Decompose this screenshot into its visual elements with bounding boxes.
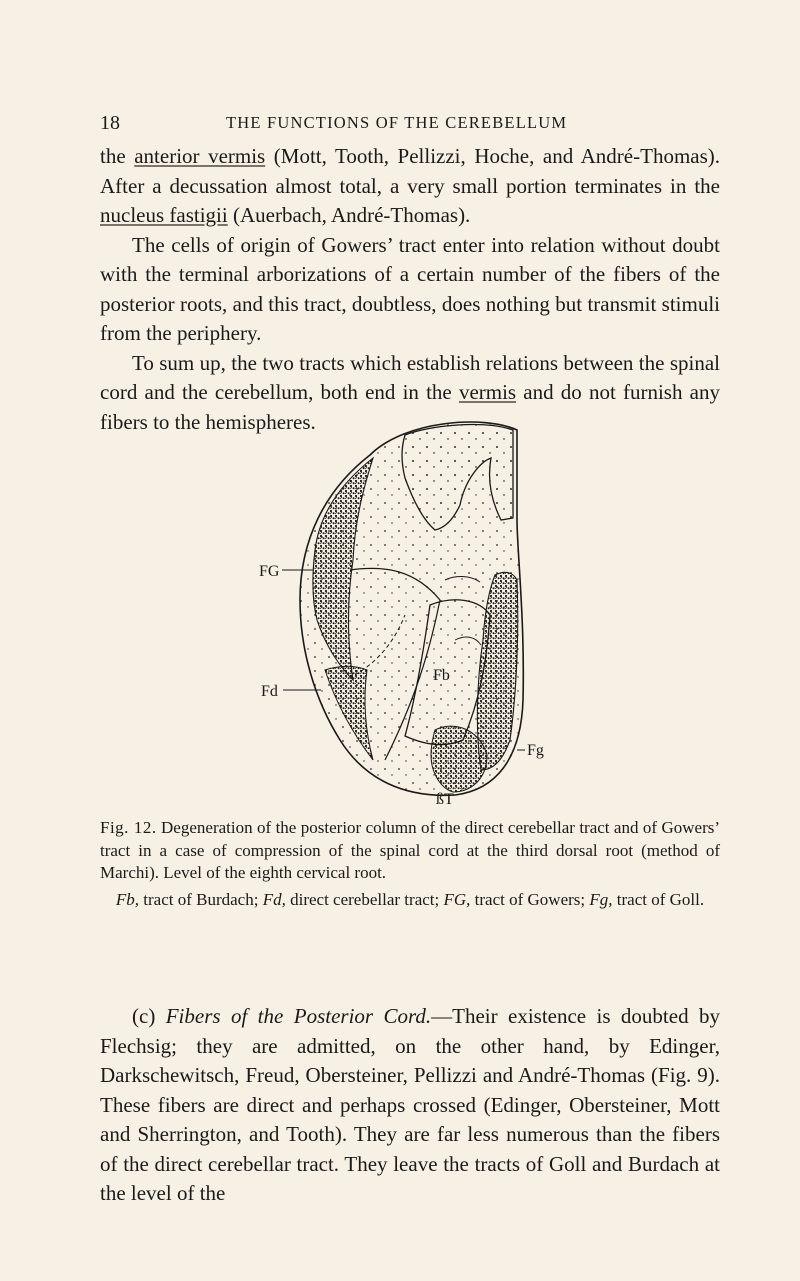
bottom-text-block xyxy=(100,1002,720,1209)
label-fg-left: FG xyxy=(259,563,280,580)
paragraph-1: the anterior vermis (Mott, Tooth, Pellizzi, Hoche, and André-Thomas). After a decussation almost total, a very small portion terminates in the nucleus fastigii (Auerbach, André-Thomas). xyxy=(100,144,721,227)
caption-main: Fig. 12. Degeneration of the posterior column of the direct cerebellar tract and of Gowers’ tract in a case of compression of the spinal cord at the third dorsal root (method of Marchi). Level of the eighth cervical root. xyxy=(100,818,721,882)
caption-legend: Fb, tract of Burdach; Fd, direct cerebellar tract; FG, tract of Gowers; Fg, tract of Goll. xyxy=(115,889,705,909)
label-fb: Fb xyxy=(433,667,450,684)
figure-caption xyxy=(100,817,720,911)
paragraph-2: The cells of origin of Gowers’ tract enter into relation without doubt with the terminal arborizations of a certain number of the fibers of the posterior roots, and this tract, doubtless, does nothing but transmit stimuli from the periphery. xyxy=(100,232,720,345)
label-bt: ßT xyxy=(436,791,454,808)
section-label: (c) xyxy=(132,1004,156,1028)
paragraph-3: To sum up, the two tracts which establish relations between the spinal cord and the cerebellum, both end in the vermis and do not furnish any fibers to the hemispheres. xyxy=(100,350,720,434)
label-fg-right: Fg xyxy=(527,742,544,759)
underlined-anterior-vermis: anterior vermis xyxy=(134,144,266,168)
paragraph-4: (c) Fibers of the Posterior Cord.—Their existence is doubted by Flechsig; they are admitted, on the other hand, by Edinger, Darkschewitsch, Freud, Obersteiner, Pellizzi and André-Thomas (Fig. 9). These fibers are direct and perhaps crossed (Edinger, Obersteiner, Mott and Sherrington, and Tooth). They are far less numerous than the fibers of the direct cerebellar tract. They leave the tracts of Goll and Burdach at the level of the xyxy=(100,1004,720,1205)
caption-figure-number: Fig. 12. xyxy=(100,818,157,837)
label-fd: Fd xyxy=(261,683,278,700)
top-text-block xyxy=(100,142,720,437)
underlined-nucleus-fastigii: nucleus fastigii xyxy=(100,203,228,227)
underlined-vermis: vermis xyxy=(458,380,517,404)
page-number: 18 xyxy=(100,112,120,134)
spinal-cord-section-drawing xyxy=(255,400,565,810)
figure-12-illustration xyxy=(255,400,565,810)
running-title: THE FUNCTIONS OF THE CEREBELLUM xyxy=(226,113,568,132)
section-heading: Fibers of the Posterior Cord. xyxy=(165,1004,432,1028)
